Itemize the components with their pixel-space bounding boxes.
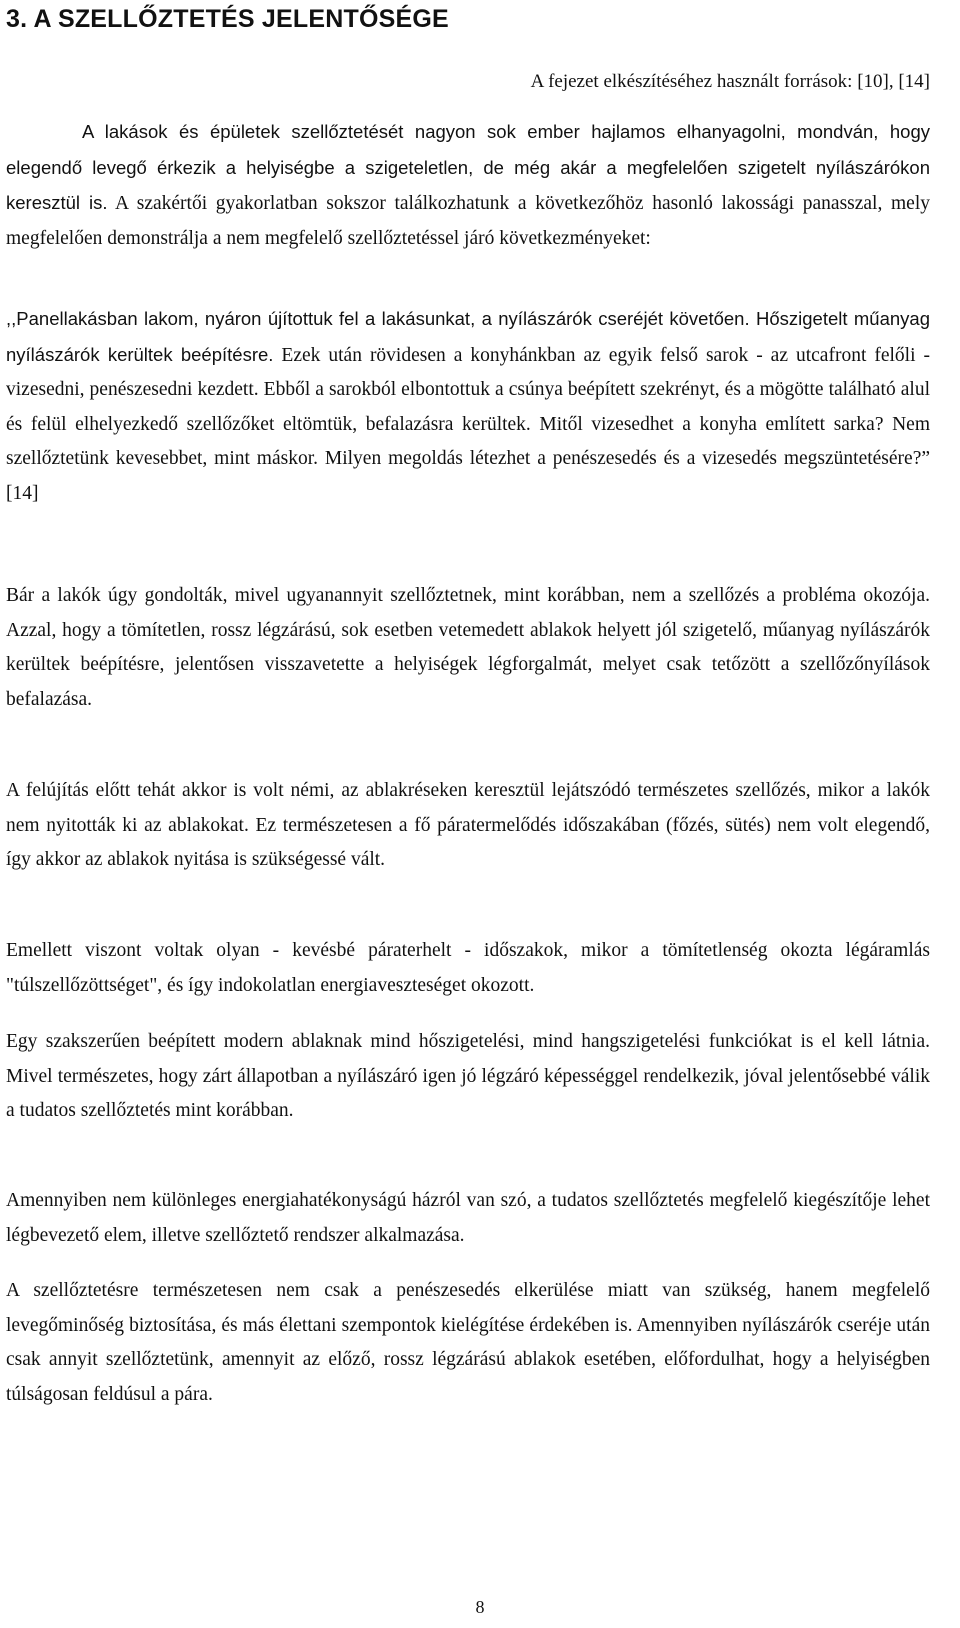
paragraph-6: A szellőztetésre természetesen nem csak a penészesedés elkerülése miatt van szükség, hanem megfelelő levegőminőség biztosítása, és más élettani szempontok kielégítése érdekében is. Amennyiben nyílászárók cseréje után csak annyit szellőztetünk, amennyit az előző, rossz légzárású ablakok esetében, előfordulhat, hogy a helyiségben túlságosan feldúsul a pára. <box>6 1280 930 1405</box>
quote-paragraph <box>6 302 930 512</box>
paragraph-5: Amennyiben nem különleges energiahatékonyságú házról van szó, a tudatos szellőztetés megfelelő kiegészítője lehet légbevezető elem, illetve szellőztető rendszer alkalmazása. <box>6 1190 930 1246</box>
paragraph-4: Egy szakszerűen beépített modern ablaknak mind hőszigetelési, mind hangszigetelési funkciókat is el kell látnia. Mivel természetes, hogy zárt állapotban a nyílászáró igen jó légzáró képességgel rendelkezik, jóval jelentősebbé válik a tudatos szellőztetés mint korábban. <box>6 1031 930 1122</box>
paragraph-1: Bár a lakók úgy gondolták, mivel ugyanannyit szellőztetnek, mint korábban, nem a szellőzés a probléma okozója. Azzal, hogy a tömítetlen, rossz légzárású, sok esetben vetemedett ablakok helyett jól szigetelő, műanyag nyílászárók kerültek beépítésre, jelentősen visszavetette a helyiségek légforgalmát, melyet csak tetőzött a szellőzőnyílások befalazása. <box>6 585 930 710</box>
paragraph-3: Emellett viszont voltak olyan - kevésbé páraterhelt - időszakok, mikor a tömítetlenség okozta légáramlás "túlszellőzöttséget", és így indokolatlan energiaveszteséget okozott. <box>6 940 930 996</box>
intro-sans-text: A lakások és épületek szellőztetését nagyon sok ember hajlamos elhanyagolni, mondván, hogy elegendő levegő érkezik a helyiségbe a szigeteletlen, de még akár a megfelelően szigetelt nyílászárókon keresztül is. <box>6 121 930 214</box>
paragraph-2: A felújítás előtt tehát akkor is volt némi, az ablakréseken keresztül lejátszódó természetes szellőzés, mikor a lakók nem nyitották ki az ablakokat. Ez természetesen a fő páratermelődés időszakában (főzés, sütés) nem volt elegendő, így akkor az ablakok nyitása is szükségessé vált. <box>6 780 930 871</box>
quote-sans-text: ,,Panellakásban lakom, nyáron újítottuk fel a lakásunkat, a nyílászárók cseréjét követően. Hőszigetelt műanyag nyílászárók kerültek beépítésre. <box>6 308 930 365</box>
quote-serif-text: Ezek után rövidesen a konyhánkban az egyik felső sarok - az utcafront felőli - vizesedni, penészesedni kezdett. Ebből a sarokból elbontottuk a csúnya beépített szekrényt, és a mögötte található alul és felül elhelyezkedő szellőzőket eltömtük, befalazásra kerültek. Mitől vizesedhet a konyha említett sarka? Nem szellőztetünk kevesebbet, mint máskor. Milyen megoldás létezhet a penészesedés és a vizesedés megszüntetésére?” [14] <box>6 344 930 504</box>
page-number: 8 <box>475 1597 485 1617</box>
chapter-title: 3. A SZELLŐZTETÉS JELENTŐSÉGE <box>6 5 449 33</box>
intro-serif-text: A szakértői gyakorlatban sokszor találkozhatunk a következőhöz hasonló lakossági panasszal, mely megfelelően demonstrálja a nem megfelelő szellőztetéssel járó következményeket: <box>6 193 931 249</box>
intro-paragraph <box>6 115 930 256</box>
sources-note: A fejezet elkészítéséhez használt források: [10], [14] <box>530 71 930 92</box>
